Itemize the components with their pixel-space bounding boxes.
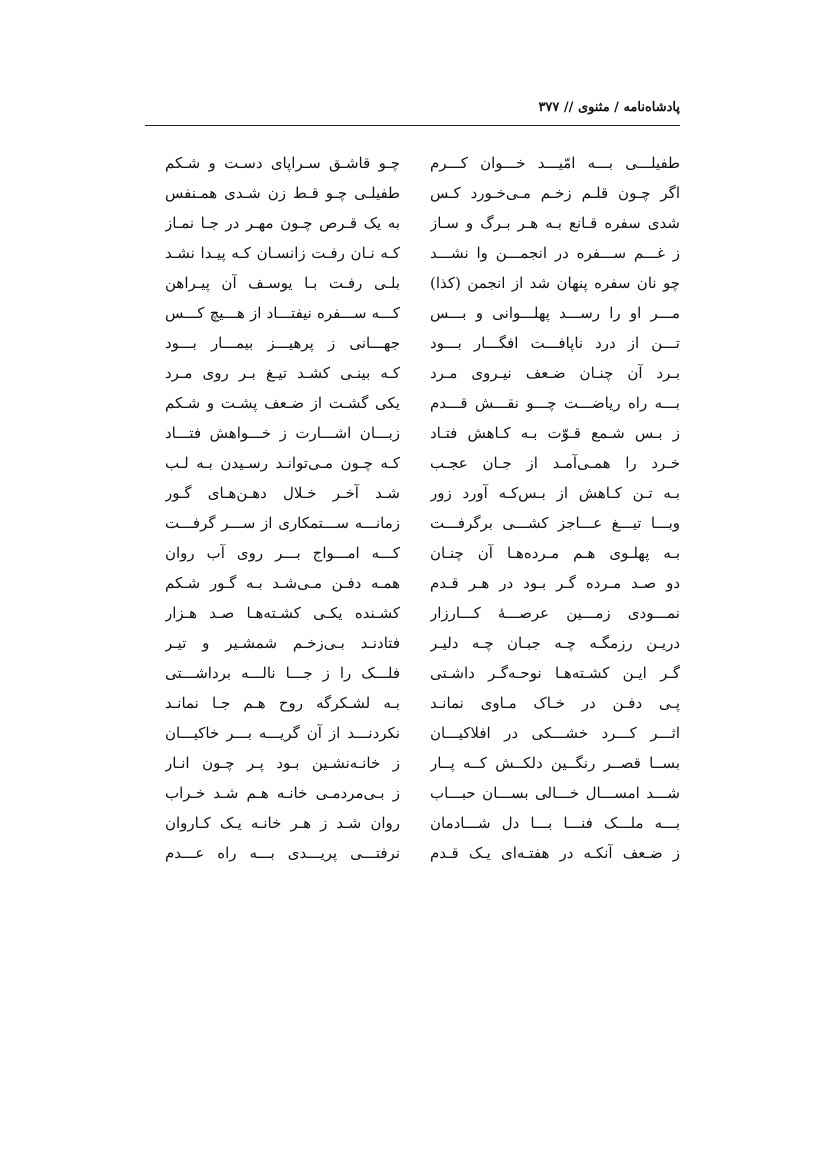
left-hemistich-verse: نکردنـــد از آن گریـــه بـــر خاکیـــان [165,724,400,742]
right-hemistich-verse: نمـــودی زمـــین عرصـــهٔ کـــارزار [430,604,680,622]
left-hemistich-verse: بلـی رفـت بـا یوسـف آن پیـراهن [165,274,400,292]
left-hemistich-verse: فلـــک را ز جـــا نالـــه برداشـــتی [165,664,400,682]
right-hemistich-verse: اگر چـون قلـم زخـم مـی‌خـورد کـس [430,184,680,202]
left-hemistich-verse: فتادنـد بـی‌زخـم شمشـیر و تیـر [165,634,400,652]
left-hemistich-verse: کـه چـون مـی‌توانـد رسـیدن بـه لـب [165,454,400,472]
running-header [145,98,680,128]
right-hemistich-verse: بـــه ملـــک فنـــا بـــا دل شـــادمان [430,814,680,832]
right-hemistich-verse: طفیلـــی بـــه امّیـــد خـــوان کـــرم [430,154,680,172]
left-hemistich-verse: ز بـی‌مردمـی خانـه هـم شـد خـراب [165,784,400,802]
left-hemistich-verse: یکی گشـت از ضـعف پشـت و شـکم [165,394,400,412]
left-hemistich-verse: به یک قـرص چـون مهـر در جـا نمـاز [165,214,400,232]
right-hemistich-verse: بـرد آن چنـان ضـعف نیـروی مـرد [430,364,680,382]
right-hemistich-verse: مـــر او را رســـد پهلـــوانی و بـــس [430,304,680,322]
right-hemistich-verse: اثـــر کـــرد خشـــکی در افلاکیـــان [430,724,680,742]
left-hemistich-verse: همـه دفـن مـی‌شـد بـه گـور شـکم [165,574,400,592]
left-hemistich-verse: طفیلـی چـو قـط زن شـدی همـنفس [165,184,400,202]
left-hemistich-verse: جهـــانی ز پرهیـــز بیمـــار بـــود [165,334,400,352]
header-rule [145,125,680,126]
right-hemistich-verse: بســا قصــر رنگــین دلکــش کــه پــار [430,754,680,772]
left-hemistich-verse: روان شـد ز هـر خانـه یـک کـاروان [165,814,400,832]
right-hemistich-verse: شـــد امســـال خـــالی بســـان حبـــاب [430,784,680,802]
right-hemistich-verse: پـی دفـن در خـاک مـاوی نمانـد [430,694,680,712]
right-hemistich-verse: بـــه راه ریاضـــت چـــو نقـــش قـــدم [430,394,680,412]
right-verse-column [430,148,680,868]
right-hemistich-verse: چو نان سفره پنهان شد از انجمن (کذا) [430,274,680,292]
left-hemistich-verse: کشـنده یکـی کشـته‌هـا صـد هـزار [165,604,400,622]
right-hemistich-verse: ز بـس شـمع قـوّت بـه کـاهش فتـاد [430,424,680,442]
right-hemistich-verse: دو صـد مـرده گـر بـود در هـر قـدم [430,574,680,592]
left-hemistich-verse: کـه بینـی کشـد تیـغ بـر روی مـرد [165,364,400,382]
left-hemistich-verse: زمانـــه ســـتمکاری از ســـر گرفـــت [165,514,400,532]
right-hemistich-verse: وبـــا تیـــغ عـــاجز کشـــی برگرفـــت [430,514,680,532]
right-hemistich-verse: خـرد را همـی‌آمـد از جـان عجـب [430,454,680,472]
right-hemistich-verse: بـه پهلـوی هـم مـرده‌هـا آن چنـان [430,544,680,562]
left-hemistich-verse: کـــه امـــواج بـــر روی آب روان [165,544,400,562]
right-hemistich-verse: ز ضـعف آنکـه در هفتـه‌ای یـک قـدم [430,844,680,862]
right-hemistich-verse: گـر ایـن کشـته‌هـا نوحـه‌گـر داشـتی [430,664,680,682]
right-hemistich-verse: دریـن رزمگـه چـه جبـان چـه دلیـر [430,634,680,652]
left-hemistich-verse: نرفتـــی پریـــدی بـــه راه عـــدم [165,844,400,862]
left-hemistich-verse: بـه لشـکرگه روح هـم جـا نمانـد [165,694,400,712]
left-hemistich-verse: ز خانـه‌نشـین بـود پـر چـون انـار [165,754,400,772]
left-verse-column [165,148,400,868]
right-hemistich-verse: بـه تـن کـاهش از بـس‌کـه آورد زور [430,484,680,502]
right-hemistich-verse: تـــن از درد ناپافـــت افگـــار بـــود [430,334,680,352]
left-hemistich-verse: زبـــان اشـــارت ز خـــواهش فتـــاد [165,424,400,442]
left-hemistich-verse: چـو قاشـق سـراپای دسـت و شـکم [165,154,400,172]
left-hemistich-verse: کـه نـان رفـت زانسـان کـه پیـدا نشـد [165,244,400,262]
right-hemistich-verse: ز غـــم ســـفره در انجمـــن وا نشـــد [430,244,680,262]
left-hemistich-verse: شـد آخـر خـلال دهـن‌هـای گـور [165,484,400,502]
right-hemistich-verse: شدی سفره قـانع بـه هـر بـرگ و سـاز [430,214,680,232]
running-title: پادشاه‌نامه / مثنوی // ۳۷۷ [538,100,680,115]
left-hemistich-verse: کـــه ســـفره نیفتـــاد از هـــیچ کـــس [165,304,400,322]
